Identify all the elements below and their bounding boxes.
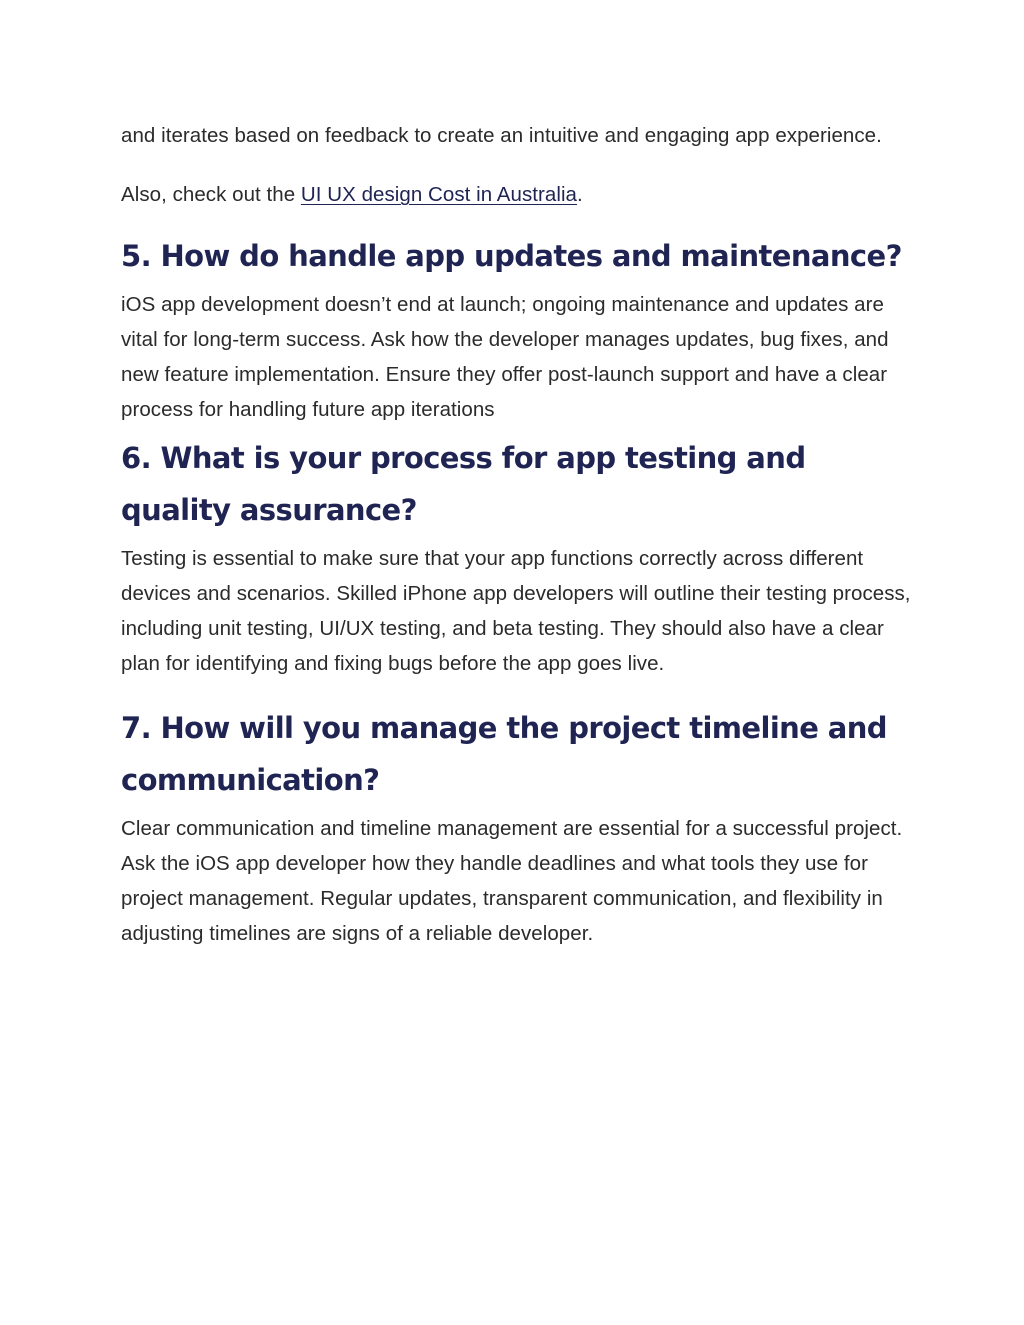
section-body-timeline-communication: Clear communication and timeline management are essential for a successful project. Ask the iOS app developer how they handle deadlines and what tools they use for project management. Regular updates, transparent communication, and flexibility in adjusting timelines are signs of a reliable developer. xyxy=(121,817,903,945)
section-heading-timeline-communication: 7. How will you manage the project timeline and communication? xyxy=(121,711,887,797)
section-heading-updates-maintenance: 5. How do handle app updates and maintenance? xyxy=(121,239,902,273)
section-body-updates-maintenance: iOS app development doesn’t end at launch; ongoing maintenance and updates are vital for long-term success. Ask how the developer manages updates, bug fixes, and new feature implementation. Ensure they offer post-launch support and have a clear process for handling future app iterations xyxy=(121,293,889,421)
document-page xyxy=(121,118,911,951)
section-heading-testing-qa: 6. What is your process for app testing and quality assurance? xyxy=(121,441,806,527)
ui-ux-cost-link[interactable]: UI UX design Cost in Australia xyxy=(300,183,578,206)
also-suffix-text: . xyxy=(577,183,583,206)
also-prefix-text: Also, check out the xyxy=(121,183,301,206)
section-body-testing-qa: Testing is essential to make sure that your app functions correctly across different devices and scenarios. Skilled iPhone app developers will outline their testing process, including unit testing, UI/UX testing, and beta testing. They should also have a clear plan for identifying and fixing bugs before the app goes live. xyxy=(121,547,911,675)
intro-paragraph: and iterates based on feedback to create an intuitive and engaging app experience. xyxy=(121,124,882,147)
also-check-paragraph xyxy=(121,177,911,212)
